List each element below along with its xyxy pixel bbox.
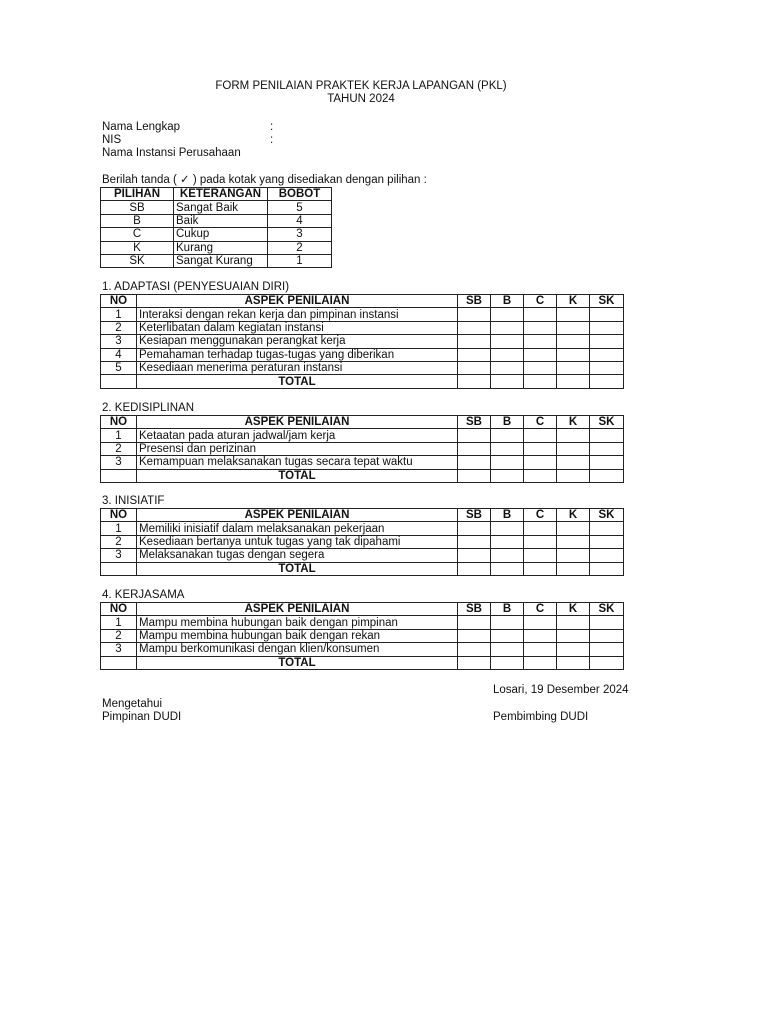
header-no: NO <box>101 416 137 429</box>
checkbox-sb[interactable] <box>458 429 491 442</box>
row-aspect: Ketaatan pada aturan jadwal/jam kerja <box>137 429 458 442</box>
row-no: 3 <box>101 643 137 656</box>
total-no-cell <box>101 656 137 669</box>
checkbox-b[interactable] <box>491 616 524 629</box>
header-sb: SB <box>458 416 491 429</box>
checkbox-sk[interactable] <box>590 321 624 334</box>
checkbox-c[interactable] <box>524 456 557 469</box>
checkbox-b[interactable] <box>491 361 524 374</box>
legend-header-bobot: BOBOT <box>268 188 332 201</box>
checkbox-c[interactable] <box>524 522 557 535</box>
checkbox-sb[interactable] <box>458 535 491 548</box>
header-aspek: ASPEK PENILAIAN <box>137 509 458 522</box>
checkbox-b[interactable] <box>491 429 524 442</box>
assessment-table-adaptasi <box>100 294 624 389</box>
row-aspect: Kesiapan menggunakan perangkat kerja <box>137 335 458 348</box>
left-signatory: Pimpinan DUDI <box>102 711 182 723</box>
checkbox-sk[interactable] <box>590 456 624 469</box>
acknowledged-label: Mengetahui <box>102 698 163 710</box>
checkbox-c[interactable] <box>524 549 557 562</box>
legend-weight: 3 <box>268 228 332 241</box>
checkbox-b[interactable] <box>491 335 524 348</box>
row-aspect: Presensi dan perizinan <box>137 442 458 455</box>
section-title-kerjasama: 4. KERJASAMA <box>102 589 185 601</box>
table-row <box>101 456 624 469</box>
row-no: 3 <box>101 335 137 348</box>
table-header-row <box>101 416 624 429</box>
row-aspect: Kesediaan menerima peraturan instansi <box>137 361 458 374</box>
checkbox-k[interactable] <box>557 361 590 374</box>
legend-code: SB <box>101 201 174 214</box>
checkbox-sb[interactable] <box>458 643 491 656</box>
legend-table <box>100 187 332 268</box>
checkbox-k[interactable] <box>557 522 590 535</box>
checkbox-c[interactable] <box>524 361 557 374</box>
table-row <box>101 442 624 455</box>
checkbox-c[interactable] <box>524 535 557 548</box>
header-b: B <box>491 295 524 308</box>
checkbox-k[interactable] <box>557 308 590 321</box>
legend-header-pilihan: PILIHAN <box>101 188 174 201</box>
checkbox-k[interactable] <box>557 643 590 656</box>
total-c[interactable] <box>524 375 557 388</box>
checkbox-k[interactable] <box>557 335 590 348</box>
row-no: 1 <box>101 522 137 535</box>
total-label: TOTAL <box>137 469 458 482</box>
total-k[interactable] <box>557 562 590 575</box>
row-aspect: Pemahaman terhadap tugas-tugas yang diberikan <box>137 348 458 361</box>
legend-header-keterangan: KETERANGAN <box>174 188 268 201</box>
legend-desc: Cukup <box>174 228 268 241</box>
table-row <box>101 348 624 361</box>
section-title-adaptasi: 1. ADAPTASI (PENYESUAIAN DIRI) <box>102 281 290 293</box>
checkbox-sk[interactable] <box>590 429 624 442</box>
total-no-cell <box>101 469 137 482</box>
header-aspek: ASPEK PENILAIAN <box>137 416 458 429</box>
total-b[interactable] <box>491 562 524 575</box>
legend-row <box>101 228 332 241</box>
checkbox-sb[interactable] <box>458 629 491 642</box>
row-no: 4 <box>101 348 137 361</box>
checkbox-k[interactable] <box>557 442 590 455</box>
total-sk[interactable] <box>590 375 624 388</box>
total-label: TOTAL <box>137 375 458 388</box>
row-aspect: Keterlibatan dalam kegiatan instansi <box>137 321 458 334</box>
total-sb[interactable] <box>458 562 491 575</box>
checkbox-sb[interactable] <box>458 308 491 321</box>
total-row <box>101 375 624 388</box>
checkbox-c[interactable] <box>524 321 557 334</box>
header-c: C <box>524 509 557 522</box>
table-row <box>101 308 624 321</box>
form-title: FORM PENILAIAN PRAKTEK KERJA LAPANGAN (PKL) <box>215 80 507 92</box>
table-row <box>101 321 624 334</box>
row-no: 3 <box>101 456 137 469</box>
total-c[interactable] <box>524 469 557 482</box>
header-sb: SB <box>458 295 491 308</box>
checkbox-k[interactable] <box>557 549 590 562</box>
legend-code: SK <box>101 254 174 267</box>
checkbox-sk[interactable] <box>590 616 624 629</box>
checkbox-c[interactable] <box>524 348 557 361</box>
table-header-row <box>101 603 624 616</box>
total-no-cell <box>101 562 137 575</box>
row-no: 2 <box>101 442 137 455</box>
checkbox-sk[interactable] <box>590 629 624 642</box>
total-sb[interactable] <box>458 656 491 669</box>
checkbox-b[interactable] <box>491 456 524 469</box>
legend-row <box>101 214 332 227</box>
total-sb[interactable] <box>458 469 491 482</box>
assessment-table-kerjasama <box>100 602 624 670</box>
checkbox-b[interactable] <box>491 535 524 548</box>
total-b[interactable] <box>491 469 524 482</box>
table-row <box>101 535 624 548</box>
row-aspect: Kesediaan bertanya untuk tugas yang tak dipahami <box>137 535 458 548</box>
checkbox-b[interactable] <box>491 348 524 361</box>
header-sk: SK <box>590 509 624 522</box>
checkbox-k[interactable] <box>557 429 590 442</box>
total-c[interactable] <box>524 656 557 669</box>
total-k[interactable] <box>557 656 590 669</box>
checkbox-k[interactable] <box>557 348 590 361</box>
legend-code: B <box>101 214 174 227</box>
legend-row <box>101 241 332 254</box>
header-b: B <box>491 509 524 522</box>
legend-code: K <box>101 241 174 254</box>
legend-row <box>101 201 332 214</box>
checkbox-c[interactable] <box>524 429 557 442</box>
checkbox-sk[interactable] <box>590 522 624 535</box>
header-no: NO <box>101 603 137 616</box>
total-c[interactable] <box>524 562 557 575</box>
place-date: Losari, 19 Desember 2024 <box>493 684 629 696</box>
checkbox-k[interactable] <box>557 616 590 629</box>
checkbox-sk[interactable] <box>590 361 624 374</box>
checkbox-c[interactable] <box>524 335 557 348</box>
header-no: NO <box>101 295 137 308</box>
instruction-text: Berilah tanda ( ✓ ) pada kotak yang disediakan dengan pilihan : <box>102 174 427 186</box>
label-nis: NIS <box>102 134 122 146</box>
row-no: 1 <box>101 429 137 442</box>
checkbox-sb[interactable] <box>458 348 491 361</box>
checkbox-k[interactable] <box>557 321 590 334</box>
checkbox-c[interactable] <box>524 643 557 656</box>
section-title-inisiatif: 3. INISIATIF <box>102 495 165 507</box>
checkbox-sk[interactable] <box>590 549 624 562</box>
header-b: B <box>491 416 524 429</box>
header-k: K <box>557 416 590 429</box>
checkbox-sk[interactable] <box>590 335 624 348</box>
header-sk: SK <box>590 295 624 308</box>
row-aspect: Melaksanakan tugas dengan segera <box>137 549 458 562</box>
legend-header-row <box>101 188 332 201</box>
checkbox-sk[interactable] <box>590 442 624 455</box>
checkbox-sk[interactable] <box>590 348 624 361</box>
separator-nis: : <box>270 134 274 146</box>
total-k[interactable] <box>557 375 590 388</box>
checkbox-sb[interactable] <box>458 522 491 535</box>
header-k: K <box>557 603 590 616</box>
checkbox-sb[interactable] <box>458 442 491 455</box>
row-aspect: Mampu membina hubungan baik dengan rekan <box>137 629 458 642</box>
legend-weight: 1 <box>268 254 332 267</box>
checkbox-sk[interactable] <box>590 643 624 656</box>
legend-desc: Sangat Kurang <box>174 254 268 267</box>
checkbox-b[interactable] <box>491 442 524 455</box>
header-aspek: ASPEK PENILAIAN <box>137 295 458 308</box>
form-year: TAHUN 2024 <box>327 93 395 105</box>
table-row <box>101 522 624 535</box>
checkbox-c[interactable] <box>524 629 557 642</box>
row-aspect: Mampu berkomunikasi dengan klien/konsumen <box>137 643 458 656</box>
checkbox-b[interactable] <box>491 549 524 562</box>
header-no: NO <box>101 509 137 522</box>
row-aspect: Memiliki inisiatif dalam melaksanakan pekerjaan <box>137 522 458 535</box>
checkbox-k[interactable] <box>557 629 590 642</box>
checkbox-b[interactable] <box>491 629 524 642</box>
legend-weight: 2 <box>268 241 332 254</box>
total-label: TOTAL <box>137 562 458 575</box>
header-k: K <box>557 295 590 308</box>
total-b[interactable] <box>491 656 524 669</box>
checkbox-sb[interactable] <box>458 335 491 348</box>
header-b: B <box>491 603 524 616</box>
checkbox-c[interactable] <box>524 442 557 455</box>
checkbox-sb[interactable] <box>458 549 491 562</box>
row-no: 2 <box>101 629 137 642</box>
checkbox-sb[interactable] <box>458 456 491 469</box>
header-sk: SK <box>590 416 624 429</box>
checkbox-b[interactable] <box>491 308 524 321</box>
header-sb: SB <box>458 509 491 522</box>
checkbox-c[interactable] <box>524 616 557 629</box>
legend-desc: Kurang <box>174 241 268 254</box>
total-sb[interactable] <box>458 375 491 388</box>
legend-weight: 4 <box>268 214 332 227</box>
total-sk[interactable] <box>590 469 624 482</box>
assessment-table-kedisiplinan <box>100 415 624 483</box>
total-k[interactable] <box>557 469 590 482</box>
total-row <box>101 469 624 482</box>
checkbox-sb[interactable] <box>458 361 491 374</box>
legend-weight: 5 <box>268 201 332 214</box>
row-aspect: Interaksi dengan rekan kerja dan pimpinan instansi <box>137 308 458 321</box>
row-no: 1 <box>101 616 137 629</box>
row-no: 2 <box>101 321 137 334</box>
assessment-table-inisiatif <box>100 508 624 576</box>
row-no: 1 <box>101 308 137 321</box>
section-title-kedisiplinan: 2. KEDISIPLINAN <box>102 402 195 414</box>
total-sk[interactable] <box>590 562 624 575</box>
legend-desc: Sangat Baik <box>174 201 268 214</box>
table-row <box>101 549 624 562</box>
row-no: 5 <box>101 361 137 374</box>
header-aspek: ASPEK PENILAIAN <box>137 603 458 616</box>
checkbox-sb[interactable] <box>458 321 491 334</box>
row-aspect: Mampu membina hubungan baik dengan pimpinan <box>137 616 458 629</box>
total-b[interactable] <box>491 375 524 388</box>
total-sk[interactable] <box>590 656 624 669</box>
header-c: C <box>524 295 557 308</box>
label-nama-lengkap: Nama Lengkap <box>102 121 180 133</box>
table-row <box>101 629 624 642</box>
total-row <box>101 562 624 575</box>
checkbox-k[interactable] <box>557 535 590 548</box>
table-row <box>101 429 624 442</box>
checkbox-sk[interactable] <box>590 535 624 548</box>
checkbox-sb[interactable] <box>458 616 491 629</box>
row-aspect: Kemampuan melaksanakan tugas secara tepat waktu <box>137 456 458 469</box>
header-c: C <box>524 603 557 616</box>
checkbox-b[interactable] <box>491 321 524 334</box>
checkbox-sk[interactable] <box>590 308 624 321</box>
header-c: C <box>524 416 557 429</box>
total-no-cell <box>101 375 137 388</box>
header-k: K <box>557 509 590 522</box>
row-no: 2 <box>101 535 137 548</box>
table-row <box>101 616 624 629</box>
table-header-row <box>101 295 624 308</box>
legend-code: C <box>101 228 174 241</box>
header-sb: SB <box>458 603 491 616</box>
checkbox-k[interactable] <box>557 456 590 469</box>
total-row <box>101 656 624 669</box>
table-row <box>101 361 624 374</box>
row-no: 3 <box>101 549 137 562</box>
label-nama-instansi: Nama Instansi Perusahaan <box>102 147 241 159</box>
checkbox-b[interactable] <box>491 643 524 656</box>
legend-desc: Baik <box>174 214 268 227</box>
separator-nama-lengkap: : <box>270 121 274 133</box>
legend-row <box>101 254 332 267</box>
right-signatory: Pembimbing DUDI <box>493 711 589 723</box>
table-row <box>101 643 624 656</box>
checkbox-b[interactable] <box>491 522 524 535</box>
total-label: TOTAL <box>137 656 458 669</box>
header-sk: SK <box>590 603 624 616</box>
checkbox-c[interactable] <box>524 308 557 321</box>
table-row <box>101 335 624 348</box>
table-header-row <box>101 509 624 522</box>
